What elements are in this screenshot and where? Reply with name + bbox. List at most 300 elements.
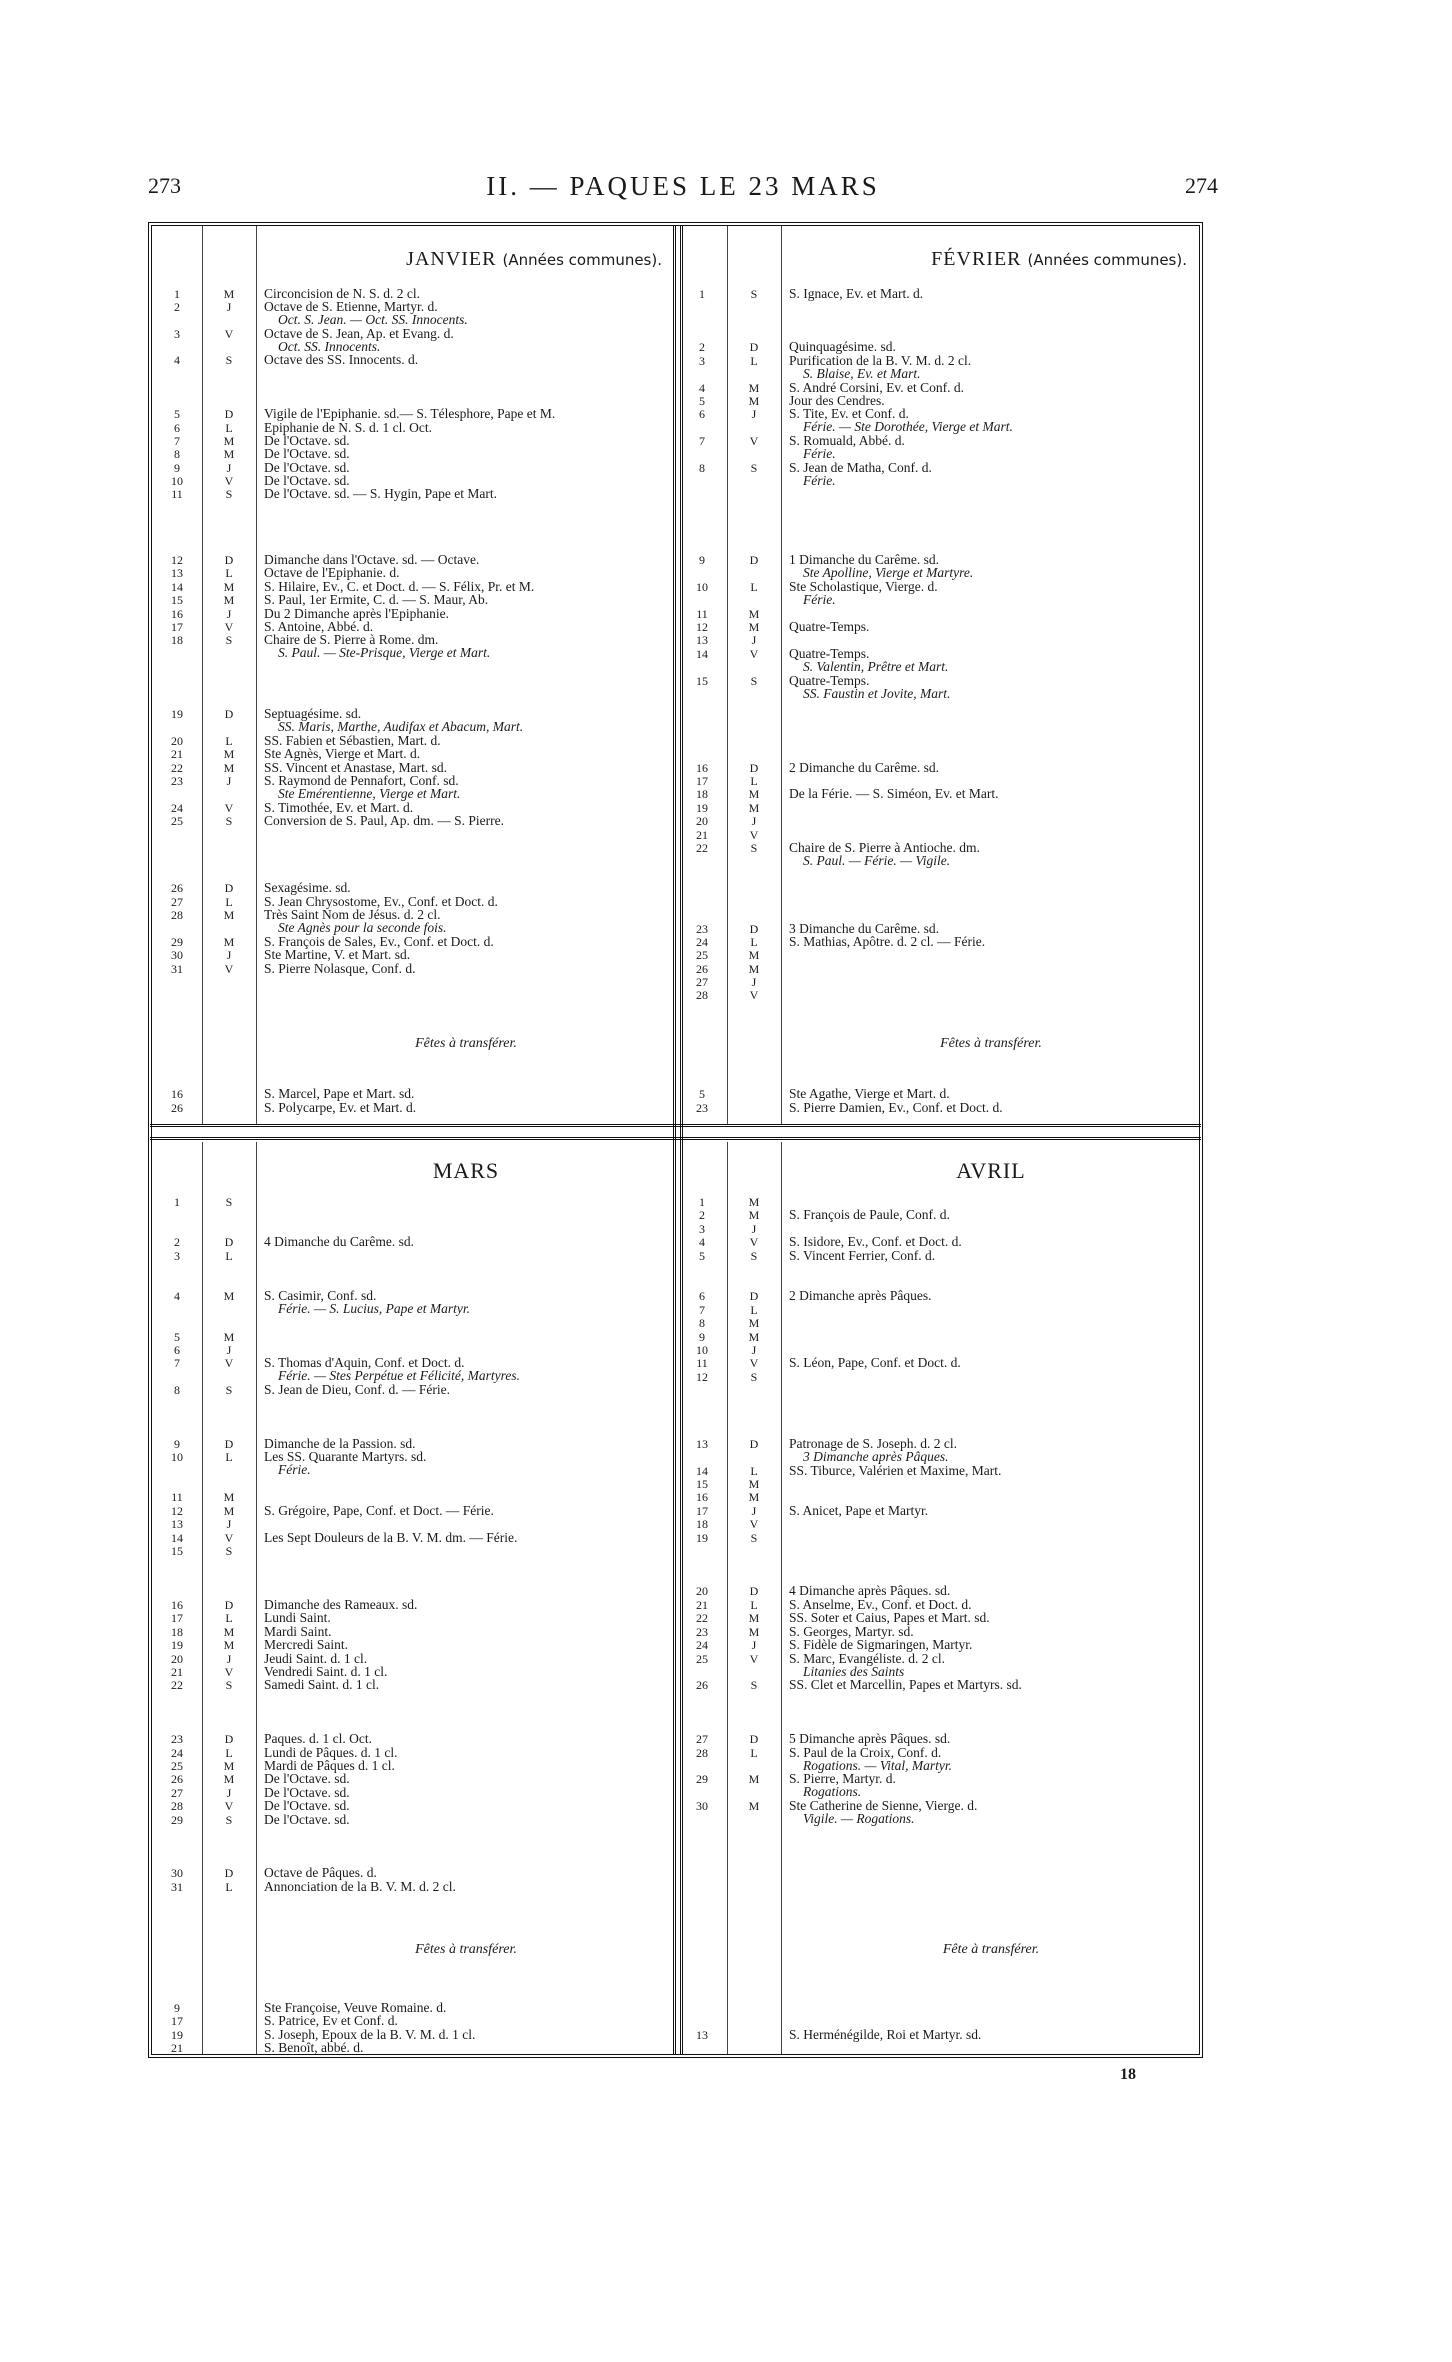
weekday-letter: D [224,1235,234,1249]
feast-text: S. Herménégilde, Roi et Martyr. sd. [789,2027,982,2042]
weekday-letter: S [225,1544,233,1558]
feast-main: S. Pierre, Martyr. d. [789,1771,896,1786]
page-title: II. — PAQUES LE 23 MARS [486,171,880,201]
feast-main: De l'Octave. sd. [264,1771,350,1786]
feast-main: S. François de Paule, Conf. d. [789,1207,950,1222]
feast-main: 4 Dimanche du Carême. sd. [264,1234,414,1249]
weekday-letter: M [223,1772,235,1786]
day-number: 1 [699,287,705,301]
feast-text [264,567,672,580]
day-number: 23 [171,774,183,788]
day-number: 16 [171,607,183,621]
day-number: 16 [696,761,708,775]
day-number: 8 [699,461,705,475]
day-number: 6 [174,421,180,435]
day-number: 9 [174,2001,180,2015]
weekday-letter: S [225,1383,233,1397]
feast-main: S. Grégoire, Pape, Conf. et Doct. — Férie. [264,1503,494,1518]
feast-text: S. Polycarpe, Ev. et Mart. d. [264,1100,417,1115]
feast-text [789,675,1197,700]
feast-secondary: Férie. [803,591,836,607]
feast-text [264,963,672,976]
weekday-letter: J [226,948,232,962]
weekday-letter: V [749,1652,759,1666]
weekday-letter: S [225,487,233,501]
weekday-column-rule [781,226,782,1124]
weekday-letter: L [750,354,758,368]
weekday-letter: L [225,421,233,435]
day-number: 27 [171,895,183,909]
day-number: 3 [699,1222,705,1236]
feast-text [789,581,1197,606]
day-number: 5 [699,1249,705,1263]
weekday-letter: V [749,1356,759,1370]
day-number: 27 [696,975,708,989]
day-number: 10 [696,580,708,594]
day-number: 21 [696,1598,708,1612]
feast-main: Ste Scholastique, Vierge. d. [789,579,938,594]
day-number: 28 [696,1746,708,1760]
weekday-letter: M [223,580,235,594]
weekday-letter: M [748,1611,760,1625]
feast-main: S. Jean Chrysostome, Ev., Conf. et Doct. d. [264,894,498,909]
weekday-letter: J [226,461,232,475]
feast-text [264,408,672,421]
feast-text: Ste Agathe, Vierge et Mart. d. [789,1086,950,1101]
weekday-letter: J [226,1652,232,1666]
weekday-letter: S [750,1531,758,1545]
feast-text [789,1465,1197,1478]
weekday-letter: M [748,787,760,801]
feast-main: S. Hilaire, Ev., C. et Doct. d. — S. Félix, Pr. et M. [264,579,535,594]
day-number: 26 [171,1101,183,1115]
feast-main: Lundi de Pâques. d. 1 cl. [264,1745,398,1760]
feast-main: De l'Octave. sd. [264,446,350,461]
feast-text [264,1290,672,1315]
feast-main: S. Mathias, Apôtre. d. 2 cl. — Férie. [789,934,986,949]
month-subtitle: (Années communes). [502,251,662,269]
weekday-letter: M [748,1477,760,1491]
signature-mark: 18 [1120,2066,1136,2083]
day-number: 27 [171,1786,183,1800]
feast-main: Purification de la B. V. M. d. 2 cl. [789,353,972,368]
feast-main: Les Sept Douleurs de la B. V. M. dm. — Férie. [264,1530,518,1545]
day-number: 23 [696,1101,708,1115]
day-number: 6 [174,1343,180,1357]
day-number: 4 [699,381,705,395]
weekday-letter: J [226,300,232,314]
feast-main: S. Casimir, Conf. sd. [264,1288,377,1303]
feast-main: Conversion de S. Paul, Ap. dm. — S. Pierre. [264,813,504,828]
feast-main: SS. Clet et Marcellin, Papes et Martyrs. sd. [789,1677,1022,1692]
month-name: JANVIER [406,248,497,270]
day-number: 19 [696,801,708,815]
feast-secondary: Férie. [803,445,836,461]
day-number: 4 [174,353,180,367]
weekday-letter: D [749,340,759,354]
feast-text [789,1357,1197,1370]
weekday-letter: V [749,828,759,842]
day-number: 26 [696,1678,708,1692]
feast-main: De l'Octave. sd. [264,460,350,475]
feast-text [789,435,1197,460]
weekday-letter: L [750,1464,758,1478]
feast-text [789,341,1197,354]
weekday-letter: J [751,1222,757,1236]
day-number: 25 [171,814,183,828]
weekday-letter: S [750,287,758,301]
weekday-letter: S [225,814,233,828]
day-number: 5 [699,394,705,408]
feast-text [789,462,1197,487]
weekday-letter: M [223,1330,235,1344]
day-number: 12 [171,1504,183,1518]
feast-text: S. Joseph, Epoux de la B. V. M. d. 1 cl. [264,2027,476,2042]
feast-secondary: Férie. [803,472,836,488]
month-panel-mars [152,1142,676,2054]
day-number: 21 [696,828,708,842]
weekday-letter: M [223,1490,235,1504]
month-panel-avril [677,1142,1201,2054]
feast-secondary: SS. Maris, Marthe, Audifax et Abacum, Mart. [278,718,524,734]
day-number: 2 [699,1208,705,1222]
day-number: 5 [699,1087,705,1101]
day-number: 10 [171,1450,183,1464]
weekday-letter: J [226,1517,232,1531]
weekday-letter: V [224,1799,234,1813]
feast-text: Ste Françoise, Veuve Romaine. d. [264,2000,447,2015]
weekday-letter: S [225,1195,233,1209]
day-number: 22 [696,1611,708,1625]
feast-text: S. Patrice, Ev et Conf. d. [264,2013,398,2028]
feast-main: S. Thomas d'Aquin, Conf. et Doct. d. [264,1355,465,1370]
weekday-letter: S [750,1249,758,1263]
feast-text [789,1679,1197,1692]
day-number: 20 [171,734,183,748]
day-number: 9 [699,553,705,567]
day-number: 24 [171,801,183,815]
day-number: 28 [171,908,183,922]
feast-text [264,1773,672,1786]
weekday-letter: L [750,1598,758,1612]
day-number: 14 [171,1531,183,1545]
weekday-letter: S [225,1678,233,1692]
weekday-letter: D [224,1437,234,1451]
day-number: 9 [174,461,180,475]
weekday-letter: M [748,1330,760,1344]
day-number: 9 [174,1437,180,1451]
day-number: 15 [171,1544,183,1558]
feast-main: SS. Fabien et Sébastien, Mart. d. [264,733,441,748]
day-number: 3 [174,1249,180,1263]
day-number: 17 [696,774,708,788]
day-number: 16 [696,1490,708,1504]
feast-main: Octave de S. Etienne, Martyr. d. [264,299,438,314]
weekday-letter: D [224,1598,234,1612]
feast-text [264,949,672,962]
feast-main: Jour des Cendres. [789,393,885,408]
feast-main: S. Georges, Martyr. sd. [789,1624,914,1639]
weekday-letter: D [224,1866,234,1880]
feast-main: Samedi Saint. d. 1 cl. [264,1677,380,1692]
feast-main: Octave de Pâques. d. [264,1865,377,1880]
weekday-letter: D [749,1732,759,1746]
page-header [148,173,1218,207]
day-number: 30 [171,948,183,962]
feast-text [264,1733,672,1746]
weekday-letter: S [225,1813,233,1827]
day-number: 25 [171,1759,183,1773]
feast-main: Octave de S. Jean, Ap. et Evang. d. [264,326,454,341]
feast-secondary: S. Paul. — Ste-Prisque, Vierge et Mart. [278,644,491,660]
weekday-letter: V [224,962,234,976]
feast-main: SS. Tiburce, Valérien et Maxime, Mart. [789,1463,1002,1478]
day-number: 12 [696,1370,708,1384]
feast-main: Chaire de S. Pierre à Antioche. dm. [789,840,980,855]
feast-main: 5 Dimanche après Pâques. sd. [789,1731,951,1746]
weekday-letter: M [223,935,235,949]
feast-main: De l'Octave. sd. [264,473,350,488]
weekday-letter: S [750,674,758,688]
weekday-letter: V [749,434,759,448]
feast-main: De la Férie. — S. Siméon, Ev. et Mart. [789,786,999,801]
feast-secondary: SS. Faustin et Jovite, Mart. [803,685,951,701]
feast-main: Octave des SS. Innocents. d. [264,352,419,367]
weekday-letter: D [749,1437,759,1451]
feast-text [789,408,1197,433]
feast-secondary: Férie. — Stes Perpétue et Félicité, Martyres. [278,1367,521,1383]
weekday-letter: J [751,633,757,647]
month-title: MARS [432,1158,500,1183]
day-number: 22 [696,841,708,855]
feast-text [264,882,672,895]
feast-main: Dimanche des Rameaux. sd. [264,1597,418,1612]
day-number: 11 [171,1490,183,1504]
feast-main: Ste Agnès, Vierge et Mart. d. [264,746,421,761]
feast-main: Très Saint Nom de Jésus. d. 2 cl. [264,907,441,922]
feast-main: 2 Dimanche après Pâques. [789,1288,932,1303]
feast-main: Mercredi Saint. [264,1637,348,1652]
day-number: 17 [696,1504,708,1518]
weekday-letter: L [225,1450,233,1464]
month-title: AVRIL [956,1158,1026,1183]
feast-text [264,1451,672,1476]
weekday-letter: J [751,814,757,828]
day-number: 27 [696,1732,708,1746]
feast-text [789,288,1197,301]
feast-main: Vigile de l'Epiphanie. sd.— S. Télesphore, Pape et M. [264,406,556,421]
day-number: 2 [699,340,705,354]
weekday-letter: L [750,774,758,788]
feast-text [789,762,1197,775]
feast-main: Sexagésime. sd. [264,880,351,895]
day-number: 21 [171,747,183,761]
weekday-letter: M [748,1490,760,1504]
feast-secondary: Oct. S. Jean. — Oct. SS. Innocents. [278,311,468,327]
day-number: 14 [696,647,708,661]
weekday-letter: M [748,394,760,408]
feast-text [789,355,1197,380]
day-number: 8 [174,1383,180,1397]
day-number: 7 [174,434,180,448]
weekday-column-rule [256,226,257,1124]
day-number: 21 [171,1665,183,1679]
weekday-letter: M [748,620,760,634]
day-number: 29 [696,1772,708,1786]
weekday-letter: J [751,975,757,989]
day-number: 3 [699,354,705,368]
feast-main: 1 Dimanche du Carême. sd. [789,552,939,567]
weekday-letter: M [748,801,760,815]
feast-main: S. Raymond de Pennafort, Conf. sd. [264,773,459,788]
feast-main: Vendredi Saint. d. 1 cl. [264,1664,388,1679]
feast-secondary: S. Valentin, Prêtre et Mart. [803,658,949,674]
weekday-letter: M [223,1625,235,1639]
feast-secondary: Litanies des Saints [803,1663,905,1679]
feast-main: SS. Vincent et Anastase, Mart. sd. [264,760,448,775]
feast-text [264,301,672,326]
day-number: 29 [171,935,183,949]
feast-text [264,1679,672,1692]
weekday-letter: L [225,1249,233,1263]
feast-main: S. François de Sales, Ev., Conf. et Doct. d. [264,934,494,949]
day-number: 5 [174,407,180,421]
day-number: 28 [696,988,708,1002]
feast-main: De l'Octave. sd. [264,1812,350,1827]
day-number: 16 [171,1598,183,1612]
feast-main: S. Ignace, Ev. et Mart. d. [789,286,924,301]
feast-text [789,1585,1197,1598]
weekday-letter: M [748,1799,760,1813]
day-number: 24 [696,935,708,949]
weekday-letter: M [223,593,235,607]
feast-main: 2 Dimanche du Carême. sd. [789,760,939,775]
weekday-letter: D [224,407,234,421]
feast-main: S. André Corsini, Ev. et Conf. d. [789,380,964,395]
feast-text [789,621,1197,634]
day-number: 13 [696,2028,708,2042]
feast-main: S. Anselme, Ev., Conf. et Doct. d. [789,1597,972,1612]
feast-main: De l'Octave. sd. [264,1798,350,1813]
feast-text [789,1209,1197,1222]
weekday-letter: V [224,620,234,634]
day-number: 19 [696,1531,708,1545]
day-number: 23 [171,1732,183,1746]
feast-main: S. Paul de la Croix, Conf. d. [789,1745,942,1760]
feast-text [264,708,672,733]
day-number: 28 [171,1799,183,1813]
feast-secondary: Rogations. — Vital, Martyr. [803,1757,953,1773]
day-number: 17 [171,2014,183,2028]
day-number: 6 [699,407,705,421]
weekday-letter: M [748,607,760,621]
weekday-letter: M [748,962,760,976]
page-number-left: 273 [148,173,181,198]
feast-text [264,1814,672,1827]
feast-main: Epiphanie de N. S. d. 1 cl. Oct. [264,420,432,435]
day-number: 17 [171,1611,183,1625]
feast-text [264,1639,672,1652]
feast-main: Quatre-Temps. [789,619,870,634]
feast-main: Du 2 Dimanche après l'Epiphanie. [264,606,449,621]
feast-main: Dimanche dans l'Octave. sd. — Octave. [264,552,480,567]
feast-text [264,488,672,501]
day-number: 13 [171,566,183,580]
feast-text: S. Marcel, Pape et Mart. sd. [264,1086,415,1101]
feast-secondary: Férie. — S. Lucius, Pape et Martyr. [278,1300,470,1316]
weekday-letter: D [749,553,759,567]
feast-main: Septuagésime. sd. [264,706,362,721]
feast-text [264,448,672,461]
feast-text [789,936,1197,949]
day-number: 24 [171,1746,183,1760]
feast-main: S. Fidèle de Sigmaringen, Martyr. [789,1637,973,1652]
feast-text [789,554,1197,579]
weekday-letter: M [748,1772,760,1786]
feast-text [264,1384,672,1397]
day-number: 11 [696,607,708,621]
day-number: 26 [171,881,183,895]
day-number: 20 [696,1584,708,1598]
day-number: 23 [696,922,708,936]
feast-secondary: Ste Emérentienne, Vierge et Mart. [278,785,461,801]
day-number: 22 [171,761,183,775]
feast-main: Quatre-Temps. [789,646,870,661]
weekday-letter: V [224,1531,234,1545]
weekday-letter: L [225,1611,233,1625]
feast-main: Mardi de Pâques d. 1 cl. [264,1758,395,1773]
weekday-letter: M [223,1638,235,1652]
weekday-letter: M [748,948,760,962]
day-number: 4 [174,1289,180,1303]
day-number: 14 [171,580,183,594]
feast-main: Jeudi Saint. d. 1 cl. [264,1651,368,1666]
weekday-letter: M [223,287,235,301]
weekday-letter: V [224,801,234,815]
feast-text [264,1532,672,1545]
day-number: 7 [699,434,705,448]
feast-text [264,1357,672,1382]
feast-main: Mardi Saint. [264,1624,332,1639]
weekday-letter: L [750,1303,758,1317]
day-number: 1 [174,287,180,301]
feast-text [264,1881,672,1894]
feast-main: S. Pierre Nolasque, Conf. d. [264,961,416,976]
fetes-a-transferer-label: Fêtes à transférer. [415,1036,517,1051]
feast-text [264,748,672,761]
feast-main: 3 Dimanche du Carême. sd. [789,921,939,936]
feast-main: Octave de l'Epiphanie. d. [264,565,400,580]
feast-main: Circoncision de N. S. d. 2 cl. [264,286,420,301]
feast-secondary: Férie. [278,1461,311,1477]
weekday-letter: S [750,841,758,855]
day-number: 1 [174,1195,180,1209]
weekday-letter: M [748,1316,760,1330]
day-number: 20 [696,814,708,828]
weekday-letter: V [224,474,234,488]
day-number: 20 [171,1652,183,1666]
fetes-a-transferer-label: Fêtes à transférer. [415,1942,517,1957]
weekday-letter: L [225,734,233,748]
feast-text [789,1438,1197,1463]
feast-secondary: 3 Dimanche après Pâques. [803,1448,949,1464]
weekday-letter: L [225,895,233,909]
day-number: 9 [699,1330,705,1344]
weekday-letter: J [226,1786,232,1800]
feast-main: S. Romuald, Abbé. d. [789,433,905,448]
weekday-letter: V [749,1235,759,1249]
feast-text: S. Pierre Damien, Ev., Conf. et Doct. d. [789,1100,1003,1115]
